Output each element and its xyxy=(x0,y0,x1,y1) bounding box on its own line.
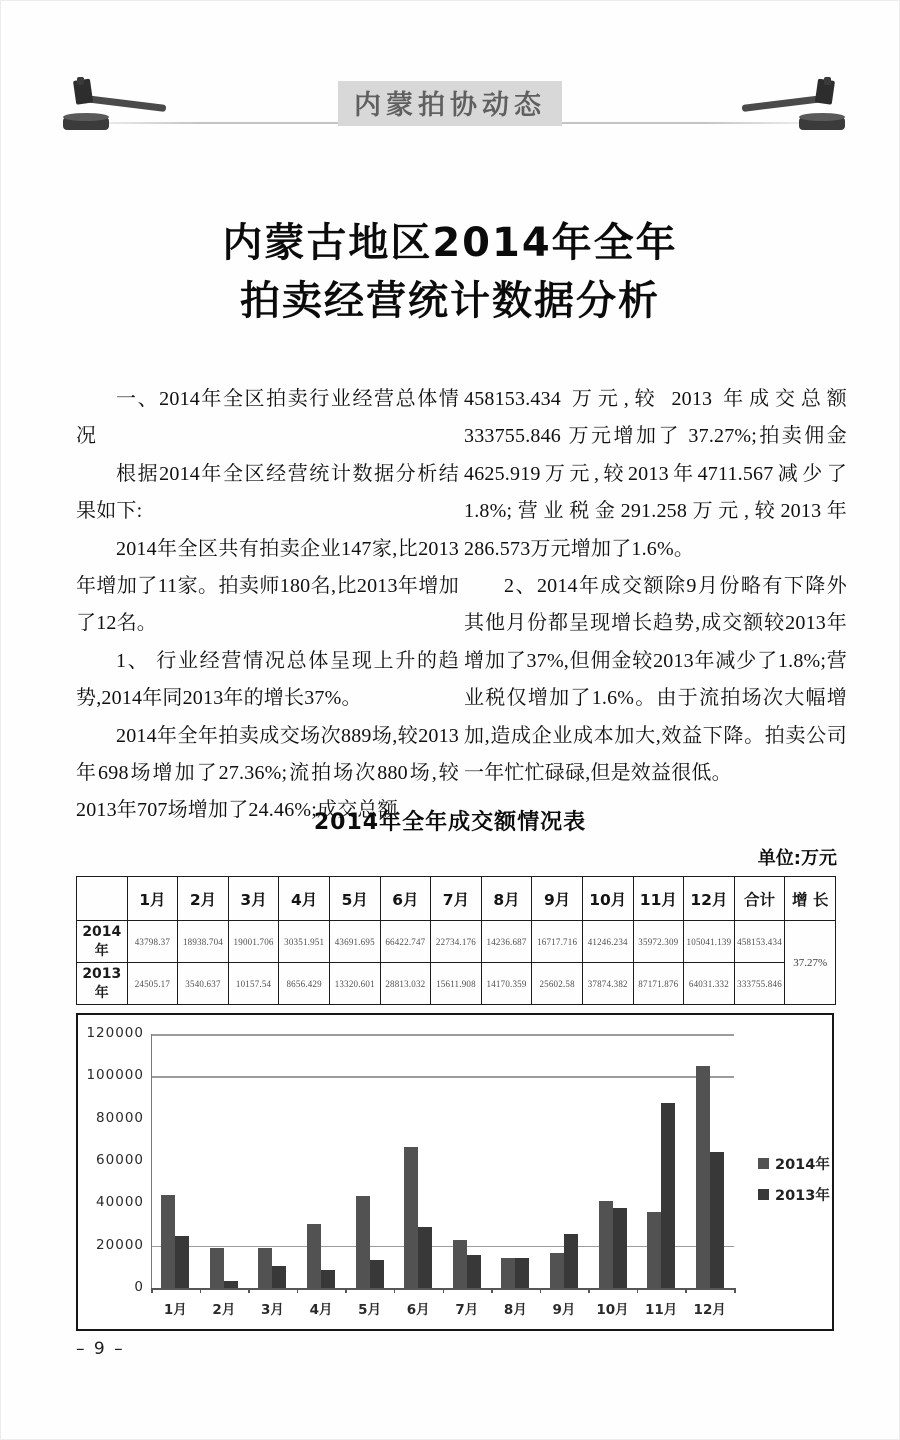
body-paragraph: 2、2014年成交额除9月份略有下降外其他月份都呈现增长趋势,成交额较2013年增加了37%,但佣金较2013年减少了1.8%;营业税仅增加了1.6%。由于流拍场次大幅增加,造成企业成本加大,效益下降。拍卖公司一年忙忙碌碌,但是效益很低。 xyxy=(464,575,847,785)
y-axis-tick-label: 80000 xyxy=(96,1109,144,1126)
table-value-cell: 30351.951 xyxy=(279,921,330,963)
bar-2014年-3月 xyxy=(258,1248,272,1288)
x-axis-category-label: 5月 xyxy=(358,1302,382,1318)
table-value-cell: 41246.234 xyxy=(582,921,633,963)
table-header-cell: 7月 xyxy=(431,877,482,921)
table-value-cell: 25602.58 xyxy=(532,963,583,1005)
legend-entry-2014年 xyxy=(758,1153,830,1174)
y-axis-tick-label: 20000 xyxy=(96,1236,144,1253)
monthly-turnover-table xyxy=(76,876,836,1005)
x-axis-tick xyxy=(734,1288,736,1293)
legend-entry-2013年 xyxy=(758,1184,830,1205)
table-value-cell: 64031.332 xyxy=(684,963,735,1005)
row-label-cell: 2013年 xyxy=(77,963,128,1005)
y-axis-line xyxy=(151,1034,152,1288)
x-axis-category-label: 12月 xyxy=(693,1302,726,1318)
legend-label: 2014年 xyxy=(775,1157,830,1173)
table-header-cell: 9月 xyxy=(532,877,583,921)
legend-label: 2013年 xyxy=(775,1188,830,1204)
bar-2013年-7月 xyxy=(467,1255,481,1288)
table-value-cell: 87171.876 xyxy=(633,963,684,1005)
bar-2014年-8月 xyxy=(501,1258,515,1288)
table-title: 2014年全年成交额情况表 xyxy=(313,810,587,835)
bar-2013年-3月 xyxy=(272,1266,286,1288)
bar-2014年-4月 xyxy=(307,1224,321,1288)
bar-2013年-5月 xyxy=(370,1260,384,1288)
table-header-cell: 6月 xyxy=(380,877,431,921)
x-axis-category-label: 1月 xyxy=(163,1302,187,1318)
body-paragraph: 2014年全区共有拍卖企业147家,比2013年增加了11家。拍卖师180名,比2013年增加了12名。 xyxy=(76,537,459,635)
page-number: – 9 – xyxy=(76,1339,125,1359)
table-value-cell: 35972.309 xyxy=(633,921,684,963)
chart-gridline xyxy=(151,1034,734,1036)
bar-2013年-2月 xyxy=(224,1281,238,1288)
bar-2013年-10月 xyxy=(613,1208,627,1288)
x-axis-tick xyxy=(588,1288,590,1293)
bar-2014年-2月 xyxy=(210,1248,224,1288)
table-value-cell: 66422.747 xyxy=(380,921,431,963)
y-axis-tick-label: 60000 xyxy=(96,1152,144,1168)
x-axis-tick xyxy=(443,1288,445,1293)
article-title-line2: 拍卖经营统计数据分析 xyxy=(240,278,660,324)
growth-cell: 37.27% xyxy=(785,921,836,1005)
table-row xyxy=(77,921,836,963)
table-header-cell: 1月 xyxy=(127,877,178,921)
body-paragraph: 2014年全年拍卖成交场次889场,较2013年698场增加了27.36%;流拍场次880场,较2013年707场增加了24.46%;成交总额 xyxy=(76,724,459,822)
body-paragraph: 458153.434 万元,较 2013 年成交总额 333755.846 万元增加了 37.27%;拍卖佣金 4625.919万元,较2013年4711.567减少了1.8%;营业税金291.258万元,较2013年286.573万元增加了1.6%。 xyxy=(464,388,847,560)
x-axis-tick xyxy=(297,1288,299,1293)
x-axis-tick xyxy=(540,1288,542,1293)
x-axis-tick xyxy=(151,1288,153,1293)
bar-2014年-10月 xyxy=(599,1201,613,1288)
table-value-cell: 8656.429 xyxy=(279,963,330,1005)
bar-2014年-11月 xyxy=(647,1212,661,1288)
banner-title: 内蒙拍协动态 xyxy=(338,81,562,126)
table-value-cell: 28813.032 xyxy=(380,963,431,1005)
bar-2014年-5月 xyxy=(356,1196,370,1288)
x-axis-tick xyxy=(200,1288,202,1293)
table-header-cell: 2月 xyxy=(178,877,229,921)
table-corner-cell xyxy=(77,877,128,921)
table-header-cell: 增 长 xyxy=(785,877,836,921)
table-header-row xyxy=(77,877,836,921)
x-axis-tick xyxy=(394,1288,396,1293)
text-column-left xyxy=(76,381,459,830)
x-axis-category-label: 11月 xyxy=(644,1302,678,1318)
table-row xyxy=(77,963,836,1005)
table-value-cell: 22734.176 xyxy=(431,921,482,963)
x-axis-tick xyxy=(491,1288,493,1293)
table-value-cell: 3540.637 xyxy=(178,963,229,1005)
bar-2014年-1月 xyxy=(161,1195,175,1288)
x-axis-category-label: 2月 xyxy=(212,1302,236,1318)
y-axis-tick-label: 100000 xyxy=(86,1067,144,1084)
y-axis-tick-label: 0 xyxy=(134,1279,144,1295)
table-value-cell: 333755.846 xyxy=(734,963,785,1005)
x-axis-category-label: 8月 xyxy=(503,1302,527,1318)
table-value-cell: 16717.716 xyxy=(532,921,583,963)
table-value-cell: 43691.695 xyxy=(329,921,380,963)
table-value-cell: 24505.17 xyxy=(127,963,178,1005)
bar-2014年-12月 xyxy=(696,1066,710,1288)
table-value-cell: 458153.434 xyxy=(734,921,785,963)
table-header-cell: 合计 xyxy=(734,877,785,921)
table-value-cell: 105041.139 xyxy=(684,921,735,963)
table-value-cell: 19001.706 xyxy=(228,921,279,963)
bar-2013年-11月 xyxy=(661,1103,675,1288)
x-axis-category-label: 4月 xyxy=(309,1302,333,1318)
legend-swatch xyxy=(758,1189,769,1200)
x-axis-category-label: 3月 xyxy=(261,1302,284,1318)
row-label-cell: 2014年 xyxy=(77,921,128,963)
article-title xyxy=(1,214,899,330)
table-value-cell: 10157.54 xyxy=(228,963,279,1005)
table-header-cell: 4月 xyxy=(279,877,330,921)
table-header-cell: 12月 xyxy=(684,877,735,921)
bar-2013年-12月 xyxy=(710,1152,724,1288)
table-value-cell: 14236.687 xyxy=(481,921,532,963)
x-axis-tick xyxy=(637,1288,639,1293)
x-axis-category-label: 9月 xyxy=(552,1302,576,1318)
x-axis-tick xyxy=(685,1288,687,1293)
gavel-icon xyxy=(735,77,847,135)
x-axis-tick xyxy=(248,1288,250,1293)
y-axis-tick-label: 40000 xyxy=(96,1194,144,1211)
y-axis-tick-label: 120000 xyxy=(86,1025,144,1041)
table-value-cell: 37874.382 xyxy=(582,963,633,1005)
table-value-cell: 43798.37 xyxy=(127,921,178,963)
bar-2013年-9月 xyxy=(564,1234,578,1288)
text-column-right xyxy=(464,381,847,792)
bar-2013年-4月 xyxy=(321,1270,335,1288)
table-unit-label: 单位:万元 xyxy=(757,848,837,869)
bar-2014年-7月 xyxy=(453,1240,467,1288)
monthly-turnover-bar-chart xyxy=(76,1013,834,1331)
x-axis-category-label: 7月 xyxy=(455,1302,479,1318)
table-value-cell: 13320.601 xyxy=(329,963,380,1005)
body-paragraph: 根据2014年全区经营统计数据分析结果如下: xyxy=(76,462,459,523)
table-header-cell: 10月 xyxy=(582,877,633,921)
table-header-cell: 3月 xyxy=(228,877,279,921)
bar-2013年-6月 xyxy=(418,1227,432,1288)
table-value-cell: 18938.704 xyxy=(178,921,229,963)
table-header-cell: 11月 xyxy=(633,877,684,921)
body-paragraph: 1、 行业经营情况总体呈现上升的趋势,2014年同2013年的增长37%。 xyxy=(76,649,459,710)
article-title-line1: 内蒙古地区2014年全年 xyxy=(222,220,678,266)
bar-2013年-8月 xyxy=(515,1258,529,1288)
bar-2013年-1月 xyxy=(175,1236,189,1288)
x-axis-category-label: 10月 xyxy=(596,1302,629,1318)
bar-2014年-6月 xyxy=(404,1147,418,1288)
legend-swatch xyxy=(758,1158,769,1169)
body-paragraph: 一、2014年全区拍卖行业经营总体情况 xyxy=(76,388,459,448)
chart-gridline xyxy=(151,1076,734,1078)
x-axis-category-label: 6月 xyxy=(406,1302,430,1318)
bar-2014年-9月 xyxy=(550,1253,564,1288)
table-value-cell: 15611.908 xyxy=(431,963,482,1005)
table-header-cell: 5月 xyxy=(329,877,380,921)
table-value-cell: 14170.359 xyxy=(481,963,532,1005)
x-axis-tick xyxy=(345,1288,347,1293)
table-header-cell: 8月 xyxy=(481,877,532,921)
gavel-icon xyxy=(61,77,173,135)
